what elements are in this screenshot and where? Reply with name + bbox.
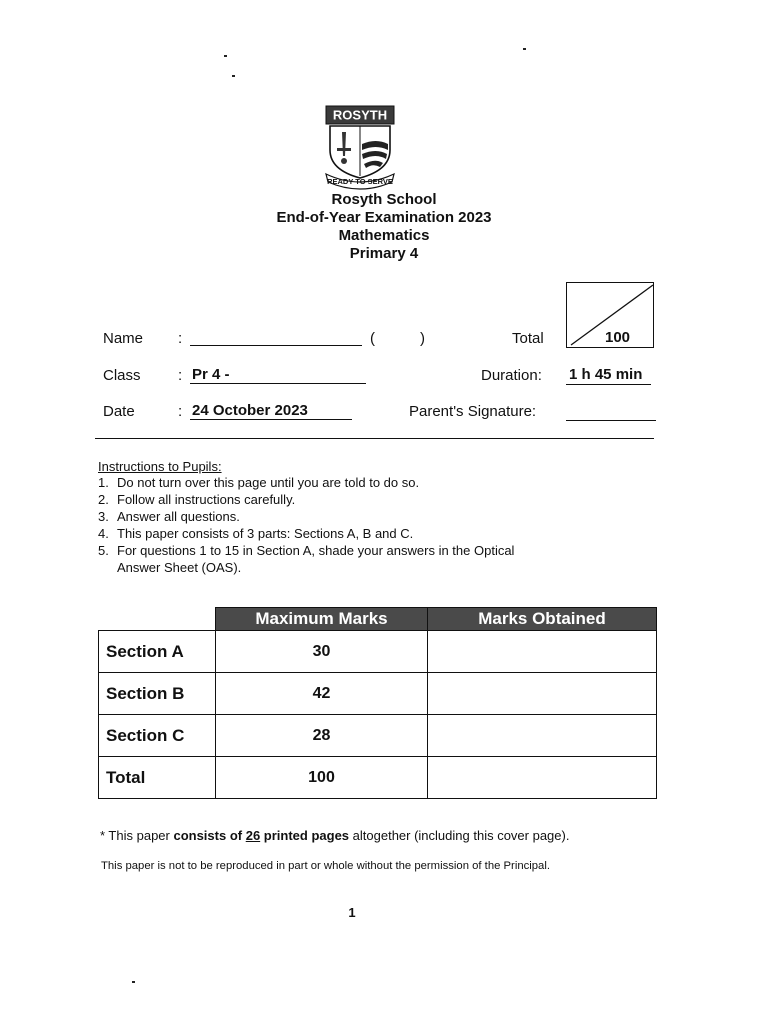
signature-field-line[interactable] [566,420,656,421]
marks-obtained-cell[interactable] [428,631,657,673]
scan-speck [232,75,235,77]
instruction-item: 1. Do not turn over this page until you are told to do so. [98,475,420,490]
class-label: Class [103,367,141,384]
total-label: Total [512,330,544,347]
maximum-marks-cell: 42 [216,673,428,715]
page-number: 1 [348,905,356,920]
school-crest [320,104,400,190]
table-row [99,757,657,799]
instruction-item: 4. This paper consists of 3 parts: Sections A, B and C. [98,526,414,541]
register-paren-open: ( [370,330,375,347]
duration-label: Duration: [481,367,542,384]
total-score-box[interactable] [566,282,654,348]
header-maximum-marks: Maximum Marks [216,608,428,631]
marks-obtained-cell[interactable] [428,715,657,757]
class-colon: : [178,367,183,384]
name-field-line[interactable] [190,345,362,346]
marks-obtained-cell[interactable] [428,757,657,799]
date-colon: : [178,403,183,420]
register-paren-close: ) [420,330,425,347]
scan-speck [132,981,135,983]
section-label: Total [99,757,216,799]
marks-obtained-cell[interactable] [428,673,657,715]
header-divider [95,438,654,439]
page-count-note: * This paper consists of 26 printed pages altogether (including this cover page). [100,828,570,843]
date-value: 24 October 2023 [192,402,308,419]
section-label: Section C [99,715,216,757]
name-label: Name [103,330,144,347]
table-row [99,631,657,673]
maximum-marks-cell: 30 [216,631,428,673]
header-blank-cell [99,608,216,631]
header-marks-obtained: Marks Obtained [428,608,657,631]
total-score-value: 100 [605,329,631,346]
scan-speck [523,48,526,50]
duration-value: 1 h 45 min [569,366,643,383]
name-colon: : [178,330,183,347]
instruction-item: 2. Follow all instructions carefully. [98,492,296,507]
class-value: Pr 4 - [192,366,230,383]
date-label: Date [103,403,135,420]
marks-table [98,607,657,799]
school-name: Rosyth School [331,191,437,208]
instruction-item: 5. For questions 1 to 15 in Section A, shade your answers in the Optical [98,543,515,558]
crest-motto-text: READY TO SERVE [327,177,393,186]
class-field-line[interactable] [190,383,366,384]
section-label: Section A [99,631,216,673]
copyright-note: This paper is not to be reproduced in part or whole without the permission of the Principal. [101,860,550,872]
signature-label: Parent's Signature: [409,403,537,420]
table-row [99,715,657,757]
instruction-item-continuation: Answer Sheet (OAS). [117,560,242,575]
exam-title: End-of-Year Examination 2023 [276,209,492,226]
date-underline [190,419,352,420]
section-label: Section B [99,673,216,715]
level-title: Primary 4 [349,245,419,262]
scan-speck [224,55,227,57]
maximum-marks-cell: 100 [216,757,428,799]
instruction-item: 3. Answer all questions. [98,509,240,524]
crest-banner-text: ROSYTH [332,107,388,123]
table-row [99,673,657,715]
duration-underline [566,384,651,385]
marks-table-header [99,608,657,631]
maximum-marks-cell: 28 [216,715,428,757]
subject-title: Mathematics [338,227,430,244]
instructions-title: Instructions to Pupils: [98,459,222,474]
